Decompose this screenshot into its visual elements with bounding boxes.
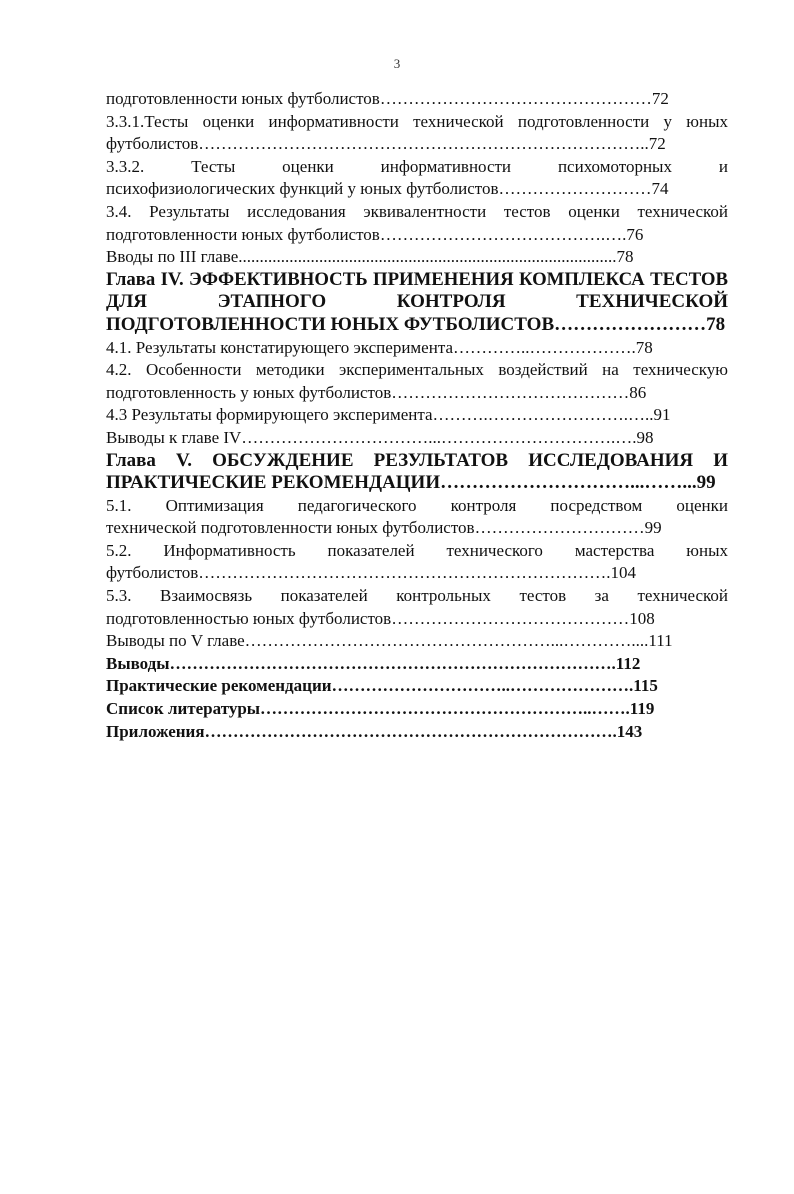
toc-chapter-heading: Глава V. ОБСУЖДЕНИЕ РЕЗУЛЬТАТОВ ИССЛЕДОВАНИЯ И (106, 449, 728, 471)
toc-line: технической подготовленности юных футболистов…………………………99 (106, 518, 662, 538)
toc-line: 5.3. Взаимосвязь показателей контрольных тестов за технической (106, 586, 728, 606)
toc-line: Выводы по V главе………………………………………………...…………....111 (106, 631, 673, 651)
toc-section-heading: Список литературы…………………………………………………..…….119 (106, 699, 655, 719)
toc-line: 5.2. Информативность показателей технического мастерства юных (106, 540, 728, 560)
toc-line: 3.3.2. Тесты оценки информативности психомоторных и (106, 156, 728, 176)
toc-line: Вводы по III главе.........................................................................................78 (106, 247, 634, 267)
toc-line: подготовленности юных футболистов…………………………………………72 (106, 89, 669, 108)
toc-section-heading: Практические рекомендации…………………………..………………….115 (106, 676, 658, 696)
toc-chapter-heading: ПРАКТИЧЕСКИЕ РЕКОМЕНДАЦИИ…………………………...……...99 (106, 472, 716, 494)
toc-line: 4.2. Особенности методики экспериментальных воздействий на техническую (106, 360, 728, 380)
toc-chapter-heading: Глава IV. ЭФФЕКТИВНОСТЬ ПРИМЕНЕНИЯ КОМПЛЕКСА ТЕСТОВ (106, 268, 728, 290)
toc-chapter-heading: ДЛЯ ЭТАПНОГО КОНТРОЛЯ ТЕХНИЧЕСКОЙ (106, 291, 728, 313)
toc-line: 5.1. Оптимизация педагогического контроля посредством оценки (106, 495, 728, 515)
toc-chapter-heading: ПОДГОТОВЛЕННОСТИ ЮНЫХ ФУТБОЛИСТОВ……………………78 (106, 313, 726, 335)
table-of-contents (106, 88, 728, 743)
toc-line: 3.4. Результаты исследования эквивалентности тестов оценки технической (106, 201, 728, 221)
toc-line: подготовленности юных футболистов………………………………….….76 (106, 224, 644, 244)
toc-section-heading: Приложения……………………………………………………………….143 (106, 721, 643, 741)
toc-line: футболистов……………………………………………………………………..72 (106, 134, 666, 154)
page-number: 3 (393, 56, 401, 71)
toc-line: подготовленность у юных футболистов……………………………………86 (106, 382, 647, 402)
toc-line: Выводы к главе IV……………………………...………………………….….98 (106, 427, 654, 447)
toc-line: футболистов……………………………………………………………….104 (106, 563, 637, 583)
toc-line: 4.3 Результаты формирующего эксперимента……….…………………….…..91 (106, 405, 671, 425)
toc-line: психофизиологических функций у юных футболистов………………………74 (106, 179, 669, 199)
toc-line: подготовленностью юных футболистов……………………………………108 (106, 608, 655, 628)
toc-line: 3.3.1.Тесты оценки информативности технической подготовленности у юных (106, 111, 728, 131)
toc-line: 4.1. Результаты констатирующего эксперимента…………..……………….78 (106, 337, 653, 357)
toc-section-heading: Выводы…………………………………………………………………….112 (106, 653, 641, 673)
